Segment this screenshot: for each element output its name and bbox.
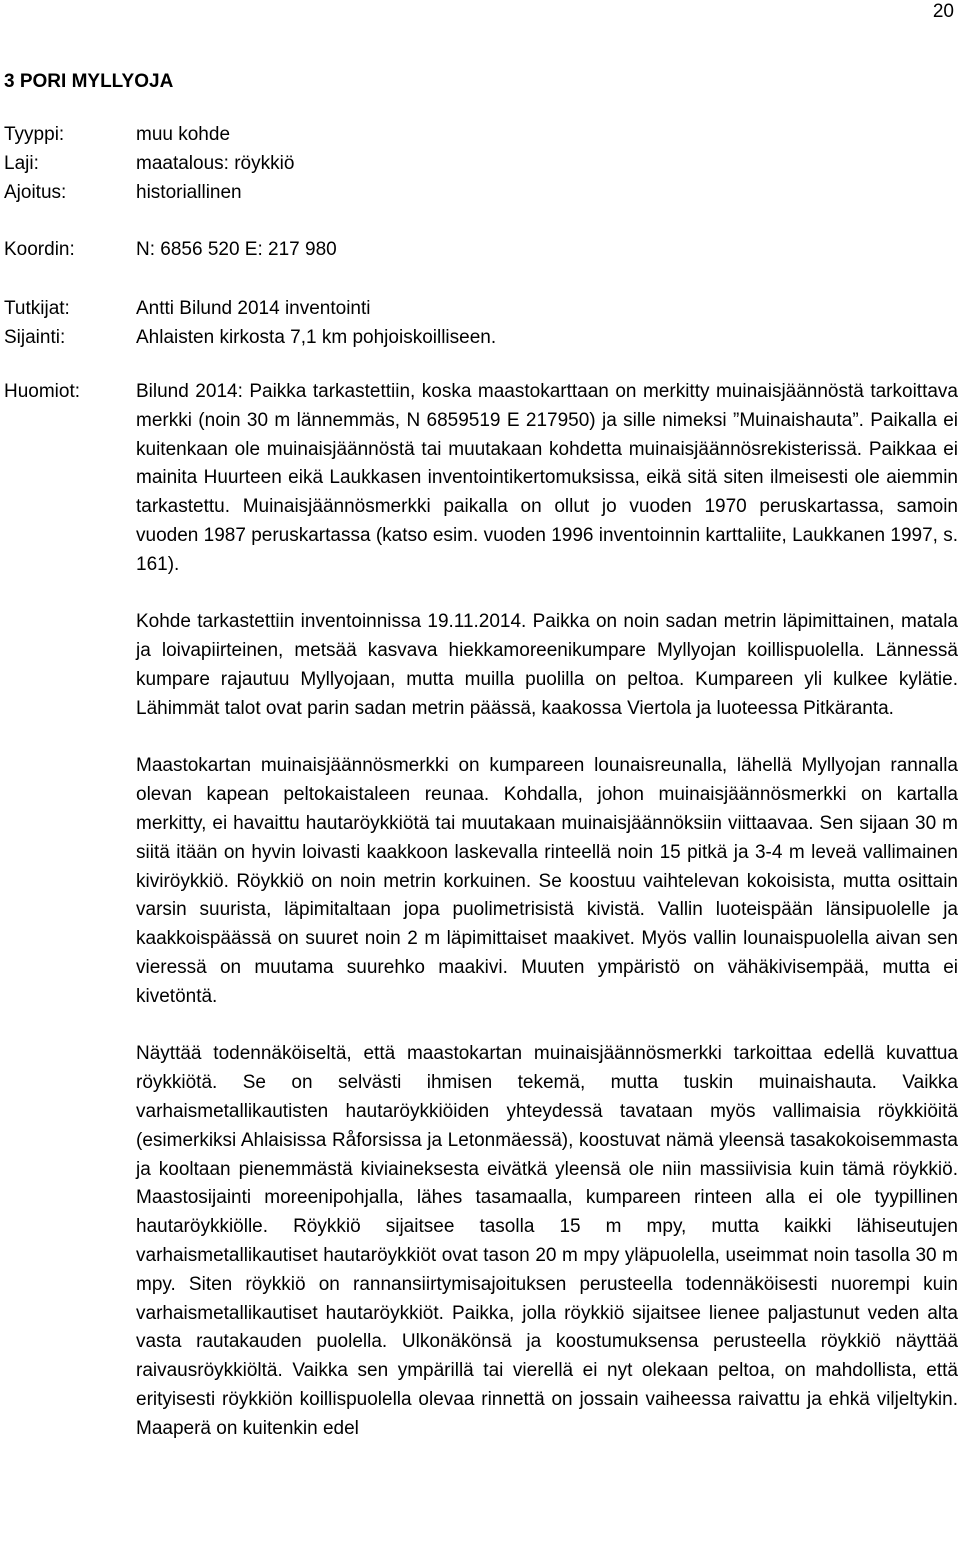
field-value: maatalous: röykkiö [136, 153, 295, 174]
coordinate-block [4, 235, 337, 264]
paragraph: Maastokartan muinaisjäännösmerkki on kumpareen lounaisreunalla, lähellä Myllyojan rannalla olevan kapean peltokaistaleen reunaa. Kohdalla, johon muinaisjäännösmerkki on kartalla merkitty, ei havaittu hautaröykkiötä tai muutakaan muinaisjäännöksiin viittaavaa. Sen sijaan 30 m siitä itään on hyvin loivasti kaakkoon laskevalla rinteellä noin 15 pitkä ja 3-4 m leveä vallimainen kiviröykkiö. Röykkiö on noin metrin korkuinen. Se koostuu vaihtelevan kokoisista, mutta osittain varsin suurista, läpimitaltaan jopa puolimetrisistä kivistä. Vallin luoteispään länsipuolelle ja kaakkoispäässä on suuret noin 2 m läpimittaiset maakivet. Myös vallin lounaispuolella aivan sen vieressä on muutama suurehko maakivi. Muuten ympäristö on vähäkivisempää, mutta ei kivetöntä. [136, 755, 958, 1007]
field-laji [4, 149, 294, 178]
field-koordin [4, 235, 337, 264]
field-value: muu kohde [136, 124, 231, 145]
field-sijainti [4, 323, 496, 352]
field-tutkijat [4, 294, 496, 323]
field-value: Ahlaisten kirkosta 7,1 km pohjoiskoilliseen. [136, 327, 497, 348]
field-label: Huomiot: [4, 381, 81, 402]
field-value: historiallinen [136, 182, 242, 203]
paragraph: Bilund 2014: Paikka tarkastettiin, koska maastokarttaan on merkitty muinaisjäännöstä tarkoittava merkki (noin 30 m lännemmäs, N 6859519 E 217950) ja sille nimeksi ”Muinaishauta”. Paikalla ei kuitenkaan ole muinaisjäännöstä tai muutakaan kohdetta muinaisjäännösrekisterissä. Paikkaa ei mainita Huurteen eikä Laukkasen inventointikertomuksissa, eikä sitä siten ilmeisesti ole aiemmin tarkastettu. Muinaisjäännösmerkki paikalla on ollut jo vuoden 1970 peruskartassa, samoin vuoden 1987 peruskartassa (katso esim. vuoden 1996 inventoinnin karttaliite, Laukkanen 1997, s. 161). [136, 381, 958, 575]
page-number: 20 [932, 1, 954, 22]
field-label: Sijainti: [4, 327, 66, 348]
paragraph: Kohde tarkastettiin inventoinnissa 19.11.2014. Paikka on noin sadan metrin läpimittainen, matala ja loivapiirteinen, metsää kasvava hiekkamoreenikumpare Myllyojan koillispuolella. Lännessä kumpare rajautuu Myllyojaan, mutta muilla puolilla on peltoa. Kumpareen yli kulkee kylätie. Lähimmät talot ovat parin sadan metrin päässä, kaakossa Viertola ja luoteessa Pitkäranta. [136, 611, 958, 719]
field-tyyppi [4, 120, 294, 149]
field-ajoitus [4, 178, 294, 207]
field-label: Tyyppi: [4, 124, 65, 145]
page-title: 3 PORI MYLLYOJA [4, 71, 174, 92]
field-label: Tutkijat: [4, 298, 70, 319]
field-label: Koordin: [4, 239, 75, 260]
field-value: Antti Bilund 2014 inventointi [136, 298, 371, 319]
paragraph: Näyttää todennäköiseltä, että maastokartan muinaisjäännösmerkki tarkoittaa edellä kuvattua röykkiötä. Se on selvästi ihmisen tekemä, mutta tuskin muinaishauta. Vaikka varhaismetallikautisten hautaröykkiöiden yhteydessä tavataan myös vallimaisia röykkiöitä (esimerkiksi Ahlaisissa Råforsissa ja Letonmäessä), koostuvat nämä yleensä tasakokoisemmasta ja kooltaan pienemmästä kiviaineksesta eivätkä yleensä ole niin massiivisia kuin tämä röykkiö. Maastosijainti moreenipohjalla, lähes tasamaalla, kumpareen rinteen alla ei ole tyypillinen hautaröykkiölle. Röykkiö sijaitsee tasolla 15 m mpy, mutta kaikki lähiseutujen varhaismetallikautiset hautaröykkiöt ovat tason 20 m mpy yläpuolella, useimmat noin tasolla 30 m mpy. Siten röykkiö on rannansiirtymisajoituksen perusteella todennäköisesti nuorempi kuin varhaismetallikautiset hautaröykkiöt. Paikka, jolla röykkiö sijaitsee lienee paljastunut veden alta vasta rautakauden puolella. Ulkonäkönsä ja koostumuksensa perusteella röykkiö näyttää raivausröykkiöltä. Vaikka sen ympärillä tai vierellä ei nyt olekaan peltoa, on mahdollista, että erityisesti röykkiön koillispuolella olevaa rinnettä on jossain vaiheessa raivattu ja ehkä viljeltykin. Maaperä on kuitenkin edel [136, 1043, 958, 1439]
notes-section [4, 378, 960, 1443]
notes-body [136, 378, 958, 1443]
field-label: Laji: [4, 153, 39, 174]
field-value: N: 6856 520 E: 217 980 [136, 239, 337, 260]
field-label: Ajoitus: [4, 182, 67, 203]
classification-block [4, 120, 294, 207]
researcher-block [4, 294, 496, 352]
